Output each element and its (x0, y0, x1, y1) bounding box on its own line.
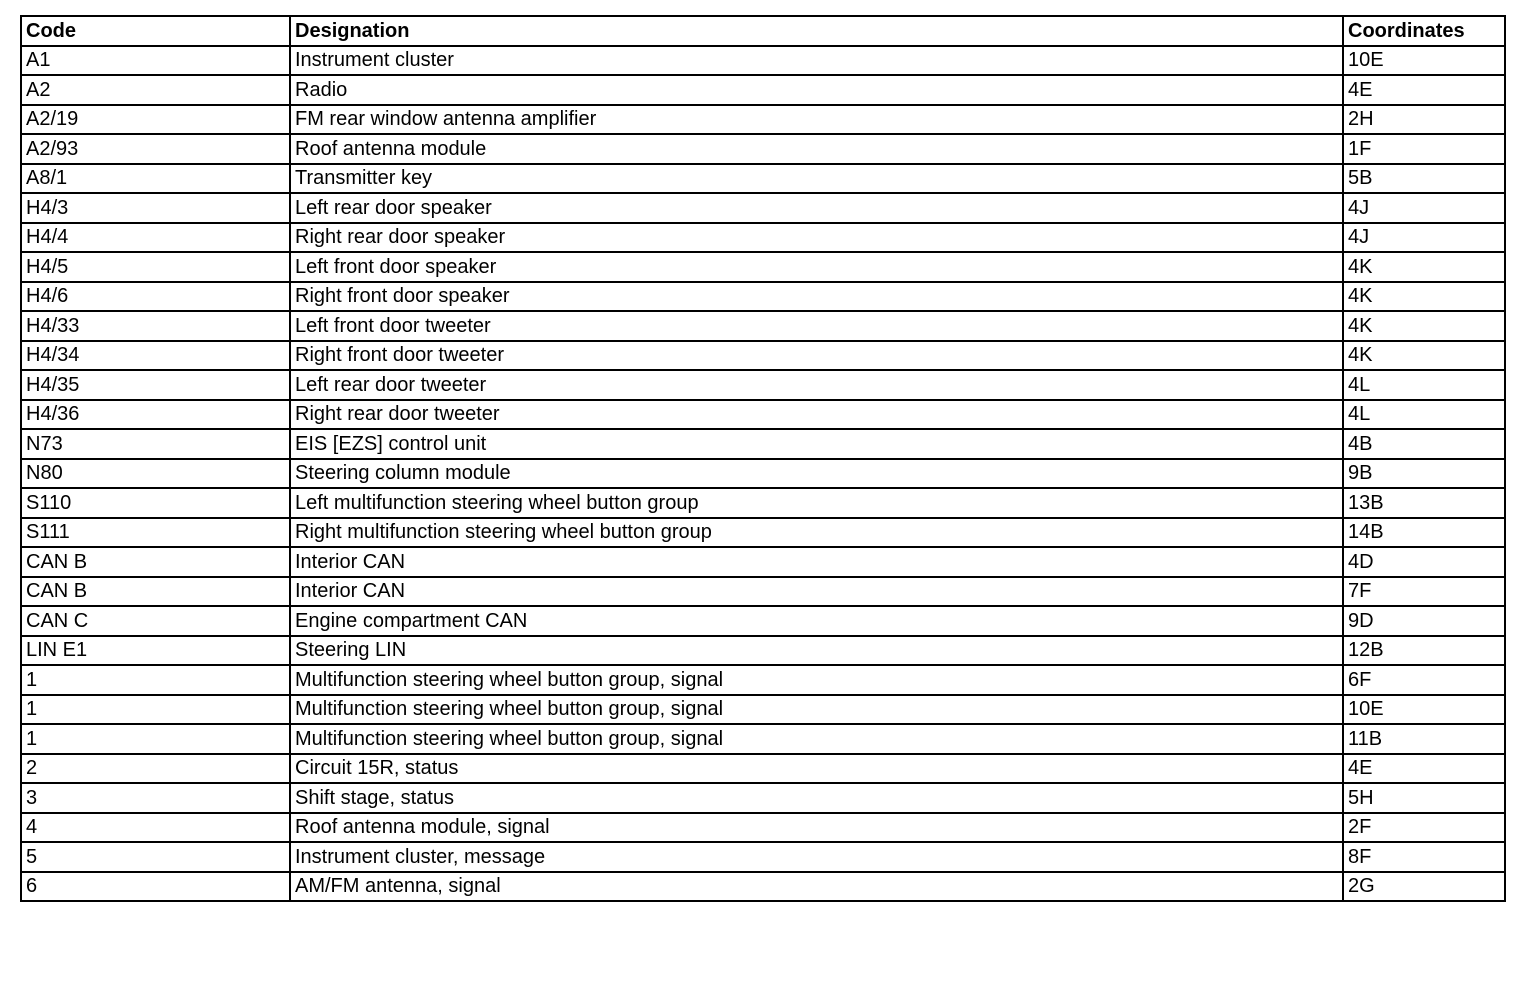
header-coordinates: Coordinates (1343, 16, 1505, 46)
cell-coordinates: 4L (1343, 370, 1505, 400)
cell-coordinates: 4D (1343, 547, 1505, 577)
cell-code: H4/34 (21, 341, 290, 371)
header-code: Code (21, 16, 290, 46)
table-row (21, 46, 1505, 76)
cell-designation: Interior CAN (290, 547, 1343, 577)
cell-designation: Right rear door tweeter (290, 400, 1343, 430)
cell-coordinates: 4K (1343, 252, 1505, 282)
table-row (21, 193, 1505, 223)
table-row (21, 636, 1505, 666)
table-row (21, 872, 1505, 902)
cell-designation: Radio (290, 75, 1343, 105)
table-row (21, 813, 1505, 843)
cell-designation: Circuit 15R, status (290, 754, 1343, 784)
cell-code: H4/3 (21, 193, 290, 223)
cell-code: A2/93 (21, 134, 290, 164)
cell-designation: Left front door speaker (290, 252, 1343, 282)
cell-code: H4/6 (21, 282, 290, 312)
table-row (21, 223, 1505, 253)
cell-coordinates: 4K (1343, 282, 1505, 312)
cell-designation: Transmitter key (290, 164, 1343, 194)
cell-coordinates: 9D (1343, 606, 1505, 636)
cell-designation: Left rear door speaker (290, 193, 1343, 223)
cell-designation: Engine compartment CAN (290, 606, 1343, 636)
cell-coordinates: 4K (1343, 341, 1505, 371)
table-row (21, 518, 1505, 548)
table-row (21, 724, 1505, 754)
table-row (21, 459, 1505, 489)
cell-code: 2 (21, 754, 290, 784)
cell-coordinates: 10E (1343, 46, 1505, 76)
cell-code: CAN C (21, 606, 290, 636)
cell-code: S111 (21, 518, 290, 548)
cell-code: H4/36 (21, 400, 290, 430)
cell-code: LIN E1 (21, 636, 290, 666)
cell-code: A2/19 (21, 105, 290, 135)
table-row (21, 105, 1505, 135)
cell-designation: Left multifunction steering wheel button group (290, 488, 1343, 518)
table-row (21, 341, 1505, 371)
cell-designation: Roof antenna module, signal (290, 813, 1343, 843)
cell-coordinates: 14B (1343, 518, 1505, 548)
cell-designation: Shift stage, status (290, 783, 1343, 813)
table-row (21, 488, 1505, 518)
cell-coordinates: 4E (1343, 754, 1505, 784)
cell-coordinates: 1F (1343, 134, 1505, 164)
table-row (21, 429, 1505, 459)
cell-code: 1 (21, 695, 290, 725)
cell-designation: EIS [EZS] control unit (290, 429, 1343, 459)
cell-coordinates: 2F (1343, 813, 1505, 843)
cell-code: 1 (21, 724, 290, 754)
table-row (21, 783, 1505, 813)
cell-coordinates: 4J (1343, 193, 1505, 223)
cell-designation: Left front door tweeter (290, 311, 1343, 341)
cell-coordinates: 2G (1343, 872, 1505, 902)
cell-code: N80 (21, 459, 290, 489)
cell-coordinates: 5B (1343, 164, 1505, 194)
cell-coordinates: 4J (1343, 223, 1505, 253)
table-row (21, 695, 1505, 725)
cell-coordinates: 10E (1343, 695, 1505, 725)
cell-designation: FM rear window antenna amplifier (290, 105, 1343, 135)
cell-designation: Right rear door speaker (290, 223, 1343, 253)
cell-coordinates: 4B (1343, 429, 1505, 459)
table-row (21, 665, 1505, 695)
cell-coordinates: 6F (1343, 665, 1505, 695)
cell-coordinates: 2H (1343, 105, 1505, 135)
cell-code: N73 (21, 429, 290, 459)
table-row (21, 370, 1505, 400)
table-row (21, 75, 1505, 105)
header-row (21, 16, 1505, 46)
cell-designation: Right front door tweeter (290, 341, 1343, 371)
cell-designation: Right multifunction steering wheel button group (290, 518, 1343, 548)
table-row (21, 577, 1505, 607)
cell-code: 1 (21, 665, 290, 695)
table-header (21, 16, 1505, 46)
cell-code: 3 (21, 783, 290, 813)
cell-coordinates: 5H (1343, 783, 1505, 813)
cell-coordinates: 12B (1343, 636, 1505, 666)
cell-code: H4/4 (21, 223, 290, 253)
cell-designation: Instrument cluster (290, 46, 1343, 76)
table-row (21, 547, 1505, 577)
table-row (21, 134, 1505, 164)
cell-designation: Multifunction steering wheel button group, signal (290, 695, 1343, 725)
cell-coordinates: 13B (1343, 488, 1505, 518)
cell-code: H4/5 (21, 252, 290, 282)
table-row (21, 311, 1505, 341)
cell-designation: AM/FM antenna, signal (290, 872, 1343, 902)
cell-coordinates: 11B (1343, 724, 1505, 754)
table-row (21, 842, 1505, 872)
table-body (21, 46, 1505, 902)
table-row (21, 754, 1505, 784)
table-row (21, 400, 1505, 430)
cell-designation: Steering column module (290, 459, 1343, 489)
cell-code: 6 (21, 872, 290, 902)
header-designation: Designation (290, 16, 1343, 46)
table-row (21, 164, 1505, 194)
cell-code: S110 (21, 488, 290, 518)
cell-coordinates: 8F (1343, 842, 1505, 872)
cell-coordinates: 7F (1343, 577, 1505, 607)
cell-designation: Instrument cluster, message (290, 842, 1343, 872)
cell-code: A2 (21, 75, 290, 105)
cell-designation: Left rear door tweeter (290, 370, 1343, 400)
cell-designation: Multifunction steering wheel button group, signal (290, 724, 1343, 754)
table-row (21, 252, 1505, 282)
cell-code: CAN B (21, 547, 290, 577)
cell-code: H4/35 (21, 370, 290, 400)
cell-code: A8/1 (21, 164, 290, 194)
cell-coordinates: 4E (1343, 75, 1505, 105)
cell-code: H4/33 (21, 311, 290, 341)
cell-designation: Steering LIN (290, 636, 1343, 666)
cell-code: CAN B (21, 577, 290, 607)
cell-coordinates: 4K (1343, 311, 1505, 341)
cell-designation: Multifunction steering wheel button group, signal (290, 665, 1343, 695)
cell-coordinates: 9B (1343, 459, 1505, 489)
component-legend-table (20, 15, 1506, 902)
cell-code: A1 (21, 46, 290, 76)
table-row (21, 606, 1505, 636)
cell-code: 5 (21, 842, 290, 872)
cell-designation: Roof antenna module (290, 134, 1343, 164)
cell-designation: Interior CAN (290, 577, 1343, 607)
cell-designation: Right front door speaker (290, 282, 1343, 312)
table-row (21, 282, 1505, 312)
cell-code: 4 (21, 813, 290, 843)
cell-coordinates: 4L (1343, 400, 1505, 430)
